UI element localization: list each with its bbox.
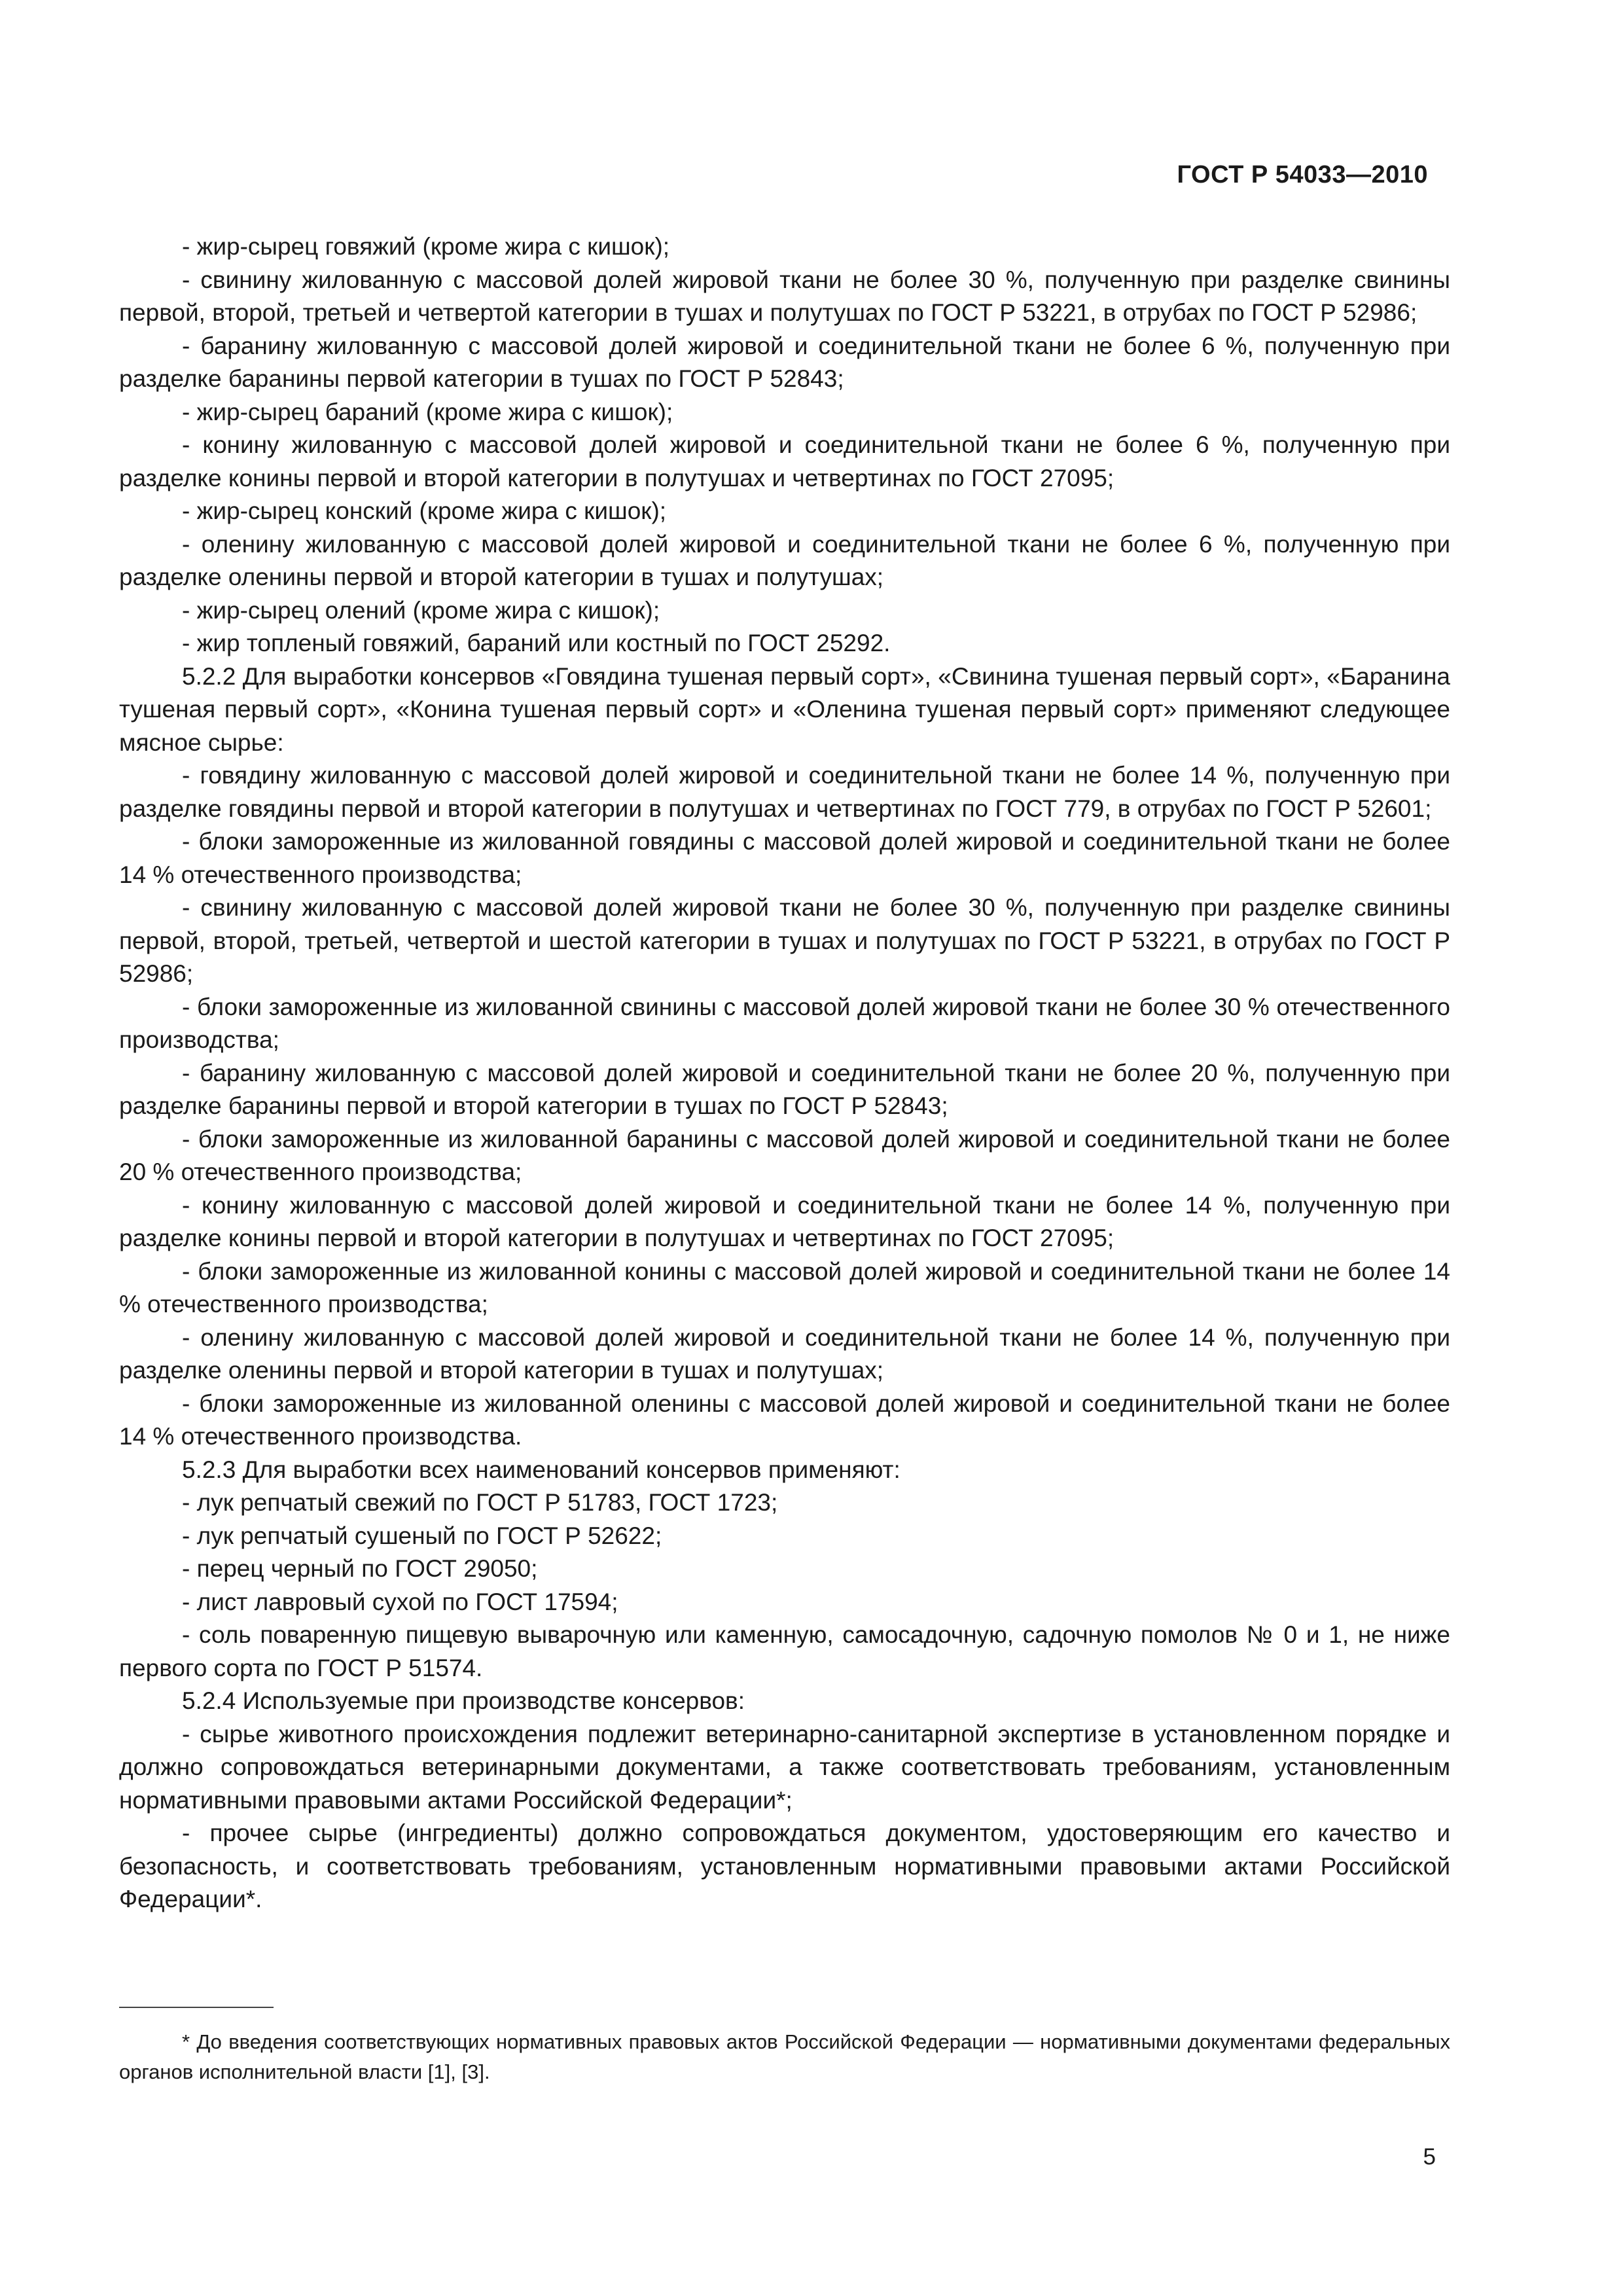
paragraph: - оленину жилованную с массовой долей жировой и соединительной ткани не более 14 %, полученную при разделке оленины первой и второй категории в тушах и полутушах; xyxy=(119,1323,1450,1384)
paragraph: - баранину жилованную с массовой долей жировой и соединительной ткани не более 6 %, полученную при разделке баранины первой категории в тушах по ГОСТ Р 52843; xyxy=(119,332,1450,392)
paragraph: - лук репчатый свежий по ГОСТ Р 51783, ГОСТ 1723; xyxy=(182,1489,778,1516)
paragraph: - конину жилованную с массовой долей жировой и соединительной ткани не более 14 %, полученную при разделке конины первой и второй категории в полутушах и четвертинах по ГОСТ 27095; xyxy=(119,1191,1450,1251)
paragraph: - свинину жилованную с массовой долей жировой ткани не более 30 %, полученную при разделке свинины первой, второй, третьей, четвертой и шестой категории в тушах и полутушах по ГОСТ Р 53221, в отрубах по ГОСТ Р 52986; xyxy=(119,894,1450,987)
section-paragraph-5-2-4: 5.2.4 Используемые при производстве консервов: xyxy=(182,1687,745,1714)
footnote: * До введения соответствующих нормативных правовых актов Российской Федерации — нормативными документами федеральных органов исполнительной власти [1], [3]. xyxy=(119,2030,1450,2083)
paragraph: - жир-сырец говяжий (кроме жира с кишок); xyxy=(182,233,670,260)
paragraph: - блоки замороженные из жилованной оленины с массовой долей жировой и соединительной ткани не более 14 % отечественного производства. xyxy=(119,1390,1450,1450)
paragraph: - свинину жилованную с массовой долей жировой ткани не более 30 %, полученную при разделке свинины первой, второй, третьей и четвертой категории в тушах и полутушах по ГОСТ Р 53221, в отрубах по ГОСТ Р 52986; xyxy=(119,266,1450,326)
section-paragraph-5-2-3: 5.2.3 Для выработки всех наименований консервов применяют: xyxy=(182,1456,901,1483)
paragraph: - перец черный по ГОСТ 29050; xyxy=(182,1555,538,1582)
section-paragraph-5-2-2: 5.2.2 Для выработки консервов «Говядина тушеная первый сорт», «Свинина тушеная первый сорт», «Баранина тушеная первый сорт», «Конина тушеная первый сорт» и «Оленина тушеная первый сорт» применяют следующее мясное сырье: xyxy=(119,662,1450,756)
paragraph: - жир-сырец конский (кроме жира с кишок); xyxy=(182,497,667,524)
paragraph: - жир-сырец бараний (кроме жира с кишок); xyxy=(182,398,673,425)
paragraph: - сырье животного происхождения подлежит ветеринарно-санитарной экспертизе в установленном порядке и должно сопровождаться ветеринарными документами, а также соответствовать требованиям, установленным нормативными правовыми актами Российской Федерации*; xyxy=(119,1720,1450,1814)
paragraph: - жир топленый говяжий, бараний или костный по ГОСТ 25292. xyxy=(182,630,891,656)
body-text xyxy=(119,230,1450,1916)
paragraph: - жир-сырец олений (кроме жира с кишок); xyxy=(182,596,660,624)
paragraph: - блоки замороженные из жилованной конины с массовой долей жировой и соединительной ткани не более 14 % отечественного производства; xyxy=(119,1257,1450,1318)
paragraph: - блоки замороженные из жилованной свинины с массовой долей жировой ткани не более 30 % отечественного производства; xyxy=(119,993,1450,1053)
paragraph: - блоки замороженные из жилованной говядины с массовой долей жировой и соединительной ткани не более 14 % отечественного производства; xyxy=(119,828,1450,888)
paragraph: - блоки замороженные из жилованной баранины с массовой долей жировой и соединительной ткани не более 20 % отечественного производства; xyxy=(119,1125,1450,1185)
paragraph: - лист лавровый сухой по ГОСТ 17594; xyxy=(182,1588,618,1615)
footnote-divider xyxy=(119,2007,274,2008)
paragraph: - конину жилованную с массовой долей жировой и соединительной ткани не более 6 %, полученную при разделке конины первой и второй категории в полутушах и четвертинах по ГОСТ 27095; xyxy=(119,431,1450,492)
paragraph: - говядину жилованную с массовой долей жировой и соединительной ткани не более 14 %, полученную при разделке говядины первой и второй категории в полутушах и четвертинах по ГОСТ 779, в отрубах по ГОСТ Р 52601; xyxy=(119,762,1450,822)
page-number: 5 xyxy=(1423,2144,1436,2170)
paragraph: - соль поваренную пищевую выварочную или каменную, самосадочную, садочную помолов № 0 и 1, не ниже первого сорта по ГОСТ Р 51574. xyxy=(119,1621,1450,1681)
paragraph: - оленину жилованную с массовой долей жировой и соединительной ткани не более 6 %, полученную при разделке оленины первой и второй категории в тушах и полутушах; xyxy=(119,530,1450,590)
paragraph: - прочее сырье (ингредиенты) должно сопровождаться документом, удостоверяющим его качество и безопасность, и соответствовать требованиям, установленным нормативными правовыми актами Российской Федерации*. xyxy=(119,1820,1450,1912)
paragraph: - баранину жилованную с массовой долей жировой и соединительной ткани не более 20 %, полученную при разделке баранины первой и второй категории в тушах по ГОСТ Р 52843; xyxy=(119,1059,1450,1119)
paragraph: - лук репчатый сушеный по ГОСТ Р 52622; xyxy=(182,1522,662,1549)
document-header-id: ГОСТ Р 54033—2010 xyxy=(1177,161,1428,188)
